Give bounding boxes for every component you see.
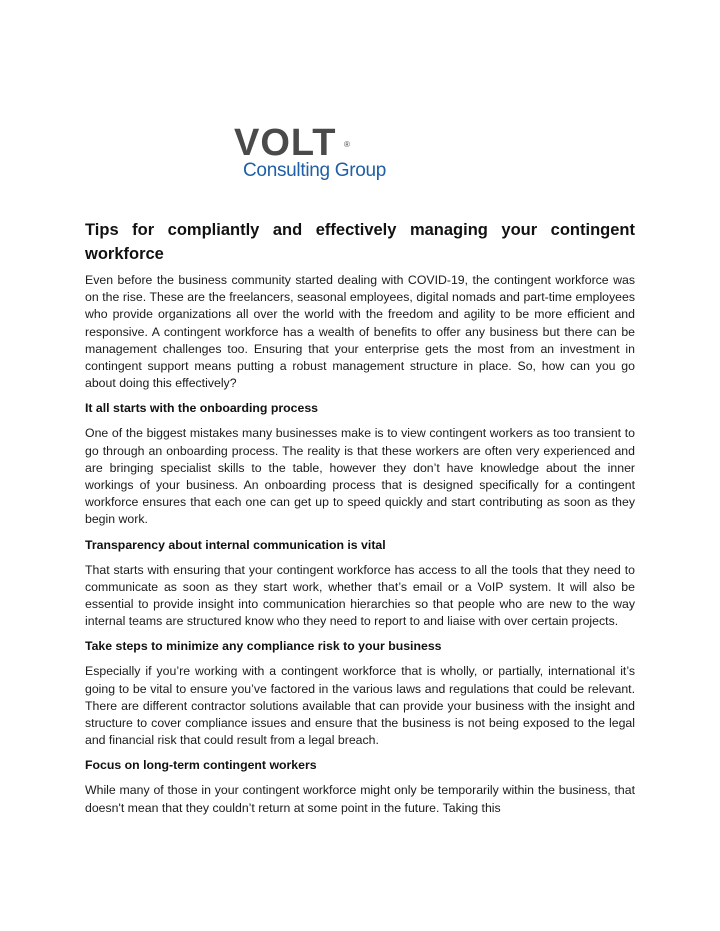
section-body-onboarding: One of the biggest mistakes many businesses make is to view contingent workers as too transient to go through an onboarding process. The reality is that these workers are often very experienced and are bringing specialist skills to the table, however they don’t have knowledge about the inner workings of your business. An onboarding process that is designed specifically for a contingent workforce ensures that each one can get up to speed quickly and start contributing as soon as they begin work. bbox=[85, 426, 635, 527]
section-body-compliance: Especially if you’re working with a contingent workforce that is wholly, or partially, international it’s going to be vital to ensure you’ve factored in the various laws and regulations that could be relevant. There are different contractor solutions available that can provide your business with the insight and structure to cover compliance issues and ensure that the business is not being exposed to the legal and financial risk that could result from a legal breach. bbox=[85, 664, 635, 748]
logo-subtitle: Consulting Group bbox=[243, 160, 387, 181]
intro-paragraph: Even before the business community started dealing with COVID-19, the contingent workforce was on the rise. These are the freelancers, seasonal employees, digital nomads and part-time employees who provide organizations all over the world with the freedom and agility to be more efficient and responsive. A contingent workforce has a wealth of benefits to offer any business but there can be management challenges too. Ensuring that your enterprise gets the most from an investment in contingent support means putting a robust management structure in place. So, how can you go about doing this effectively? bbox=[85, 273, 635, 391]
article bbox=[85, 218, 635, 825]
article-title: Tips for compliantly and effectively managing your contingent workforce bbox=[85, 221, 635, 263]
section-heading-onboarding: It all starts with the onboarding process bbox=[85, 401, 318, 416]
logo-wordmark: VOLT bbox=[234, 122, 337, 164]
section-heading-long-term: Focus on long-term contingent workers bbox=[85, 758, 317, 773]
section-body-communication: That starts with ensuring that your contingent workforce has access to all the tools that they need to communicate as soon as they start work, whether that’s email or a VoIP system. It will also be essential to provide insight into communication hierarchies so that people who are new to the way internal teams are structured know who they need to report to and liaise with over certain projects. bbox=[85, 562, 635, 629]
volt-consulting-logo bbox=[234, 124, 404, 186]
section-heading-communication: Transparency about internal communication is vital bbox=[85, 537, 386, 552]
section-body-long-term: While many of those in your contingent workforce might only be temporarily within the business, that doesn't mean that they couldn’t return at some point in the future. Taking this bbox=[85, 783, 635, 815]
section-heading-compliance: Take steps to minimize any compliance risk to your business bbox=[85, 639, 442, 654]
logo-registered-mark: ® bbox=[344, 140, 350, 149]
